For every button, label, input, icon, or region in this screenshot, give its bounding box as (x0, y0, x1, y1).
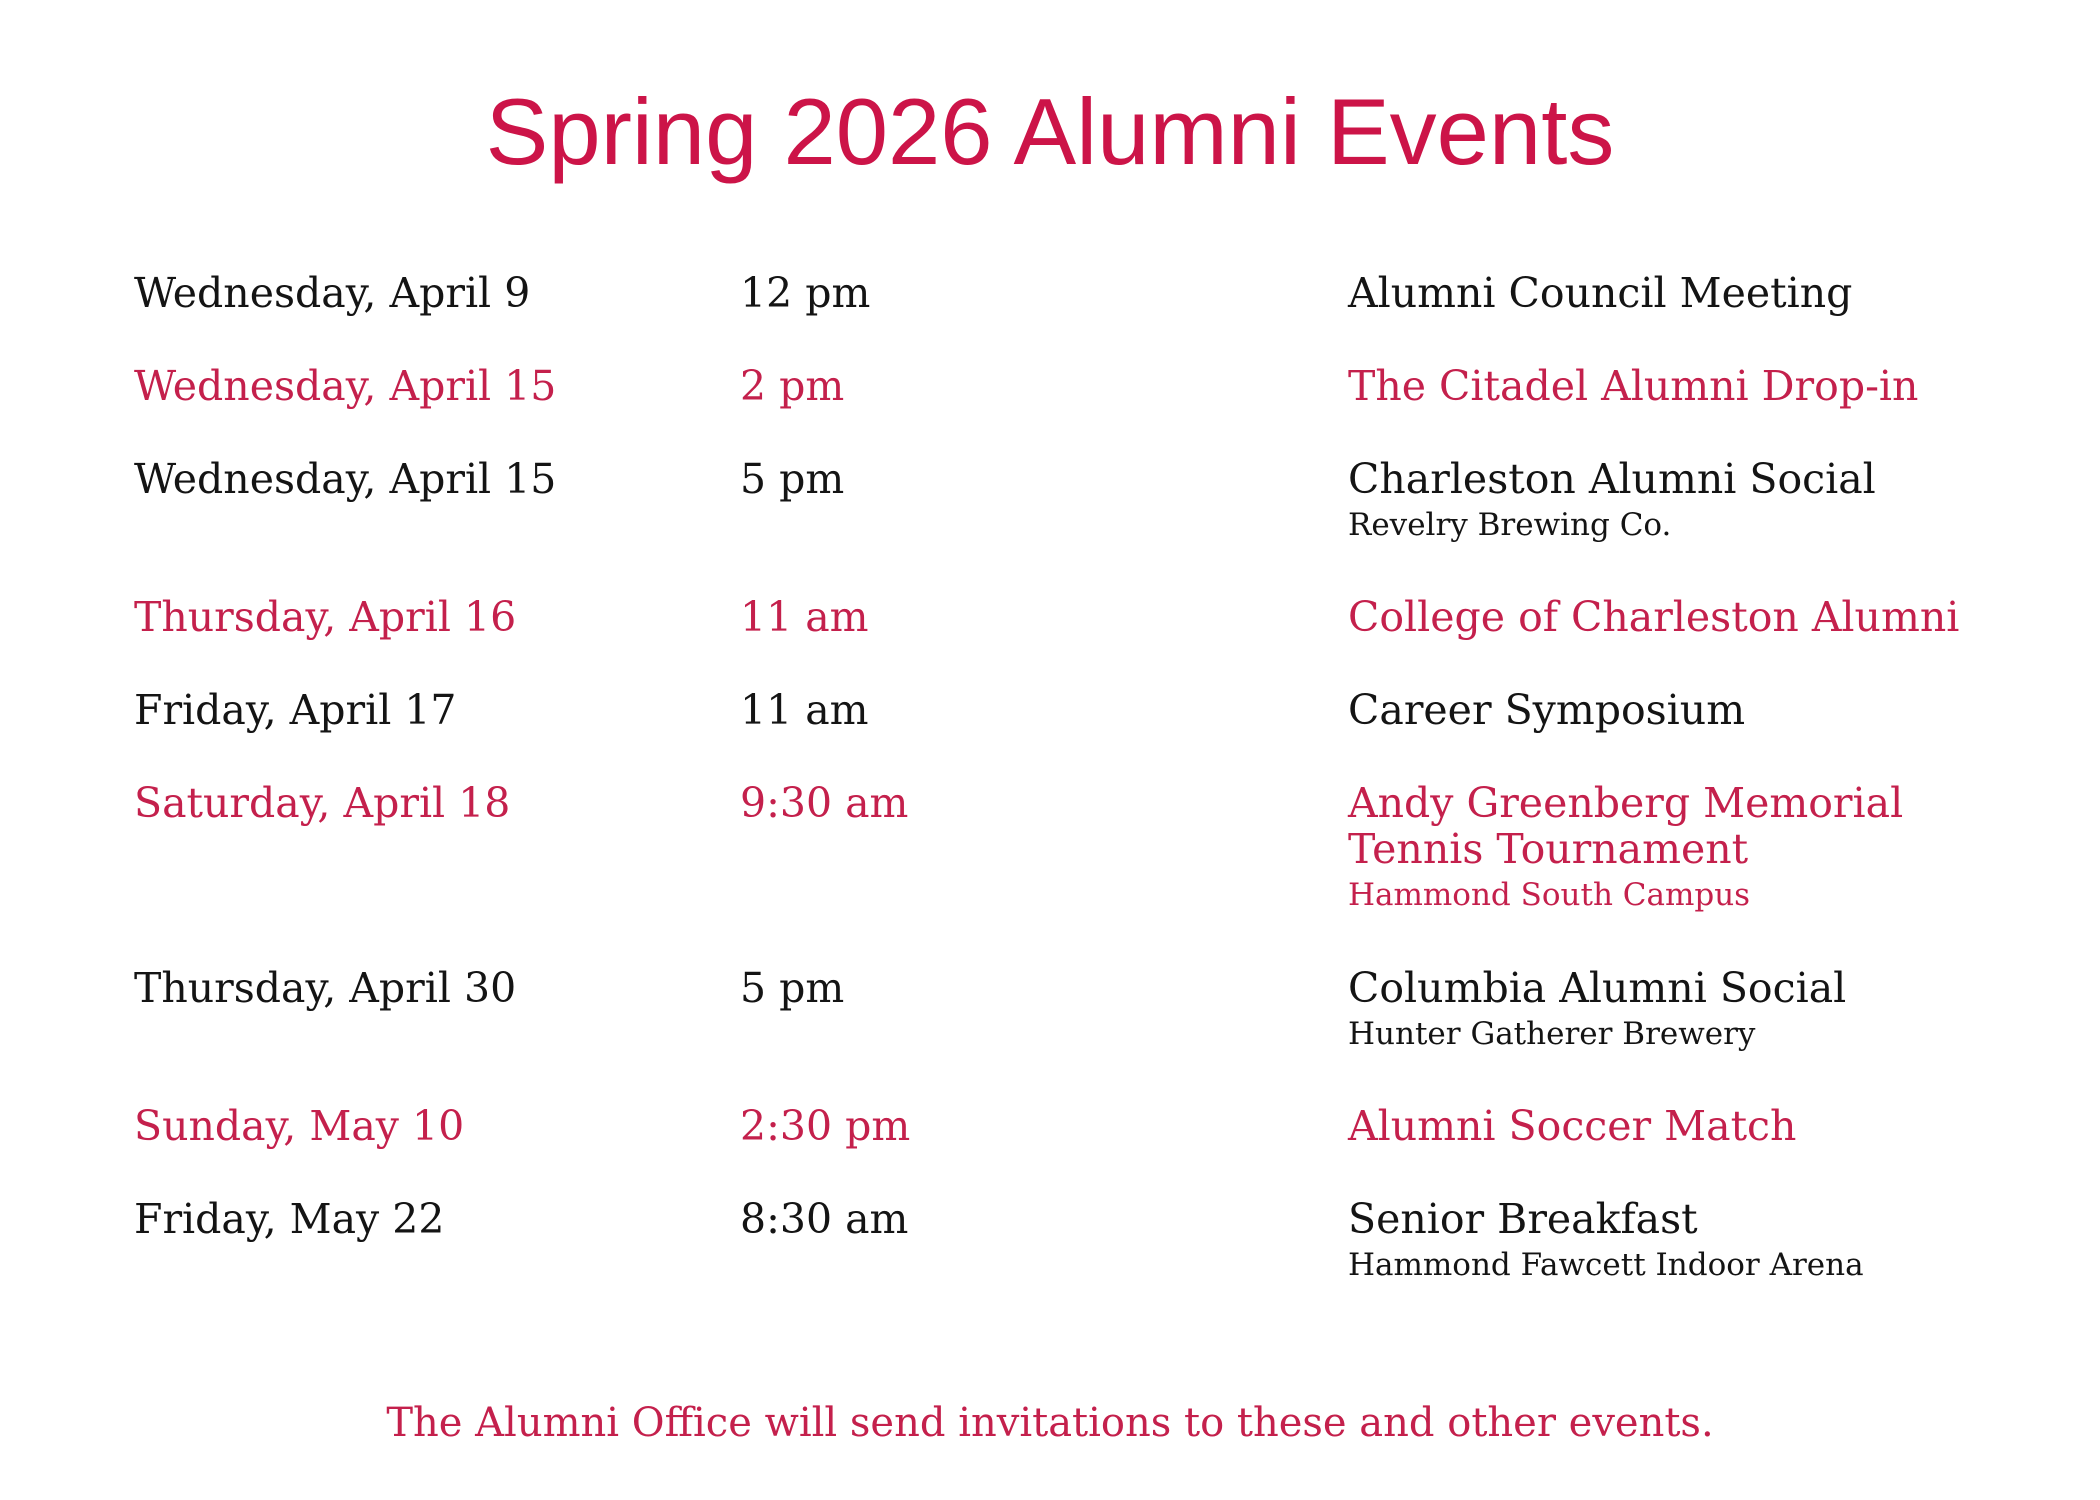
event-row (134, 1103, 2014, 1196)
event-details (1348, 270, 1852, 316)
page-title: Spring 2026 Alumni Events (485, 79, 1615, 184)
event-title: Columbia Alumni Social (1348, 964, 1847, 1012)
event-details (1348, 687, 1745, 733)
event-venue: Hammond South Campus (1348, 877, 1751, 913)
event-date: Friday, May 22 (134, 1195, 445, 1243)
event-title: Career Symposium (1348, 686, 1746, 734)
event-row (134, 363, 2014, 456)
event-date: Sunday, May 10 (134, 1102, 465, 1150)
event-details (1348, 363, 1918, 409)
event-row (134, 780, 2014, 965)
event-venue: Revelry Brewing Co. (1348, 507, 1672, 543)
event-time: 11 am (740, 593, 869, 641)
footer-note: The Alumni Office will send invitations to these and other events. (386, 1400, 1714, 1446)
event-date: Thursday, April 16 (134, 593, 517, 641)
event-details (1348, 965, 1846, 1053)
event-row (134, 1196, 2014, 1334)
event-details (1348, 1103, 1796, 1149)
event-row (134, 270, 2014, 363)
event-date: Wednesday, April 15 (134, 362, 557, 410)
event-title: Andy Greenberg Memorial Tennis Tournament (1348, 779, 1904, 873)
event-date: Thursday, April 30 (134, 964, 517, 1012)
event-date: Wednesday, April 9 (134, 269, 531, 317)
event-date: Saturday, April 18 (134, 779, 511, 827)
event-details (1348, 780, 1903, 914)
event-row (134, 594, 2014, 687)
event-venue: Hunter Gatherer Brewery (1348, 1016, 1756, 1052)
event-details (1348, 456, 1876, 544)
event-details (1348, 594, 1959, 640)
event-time: 5 pm (740, 964, 845, 1012)
event-title: College of Charleston Alumni (1348, 593, 1960, 641)
event-time: 5 pm (740, 455, 845, 503)
event-time: 12 pm (740, 269, 871, 317)
event-row (134, 687, 2014, 780)
event-title: Senior Breakfast (1348, 1195, 1698, 1243)
event-date: Wednesday, April 15 (134, 455, 557, 503)
event-title: The Citadel Alumni Drop-in (1348, 362, 1919, 410)
event-time: 2:30 pm (740, 1102, 911, 1150)
event-time: 8:30 am (740, 1195, 909, 1243)
event-details (1348, 1196, 1864, 1284)
event-date: Friday, April 17 (134, 686, 457, 734)
event-title: Alumni Soccer Match (1348, 1102, 1797, 1150)
event-time: 11 am (740, 686, 869, 734)
event-title: Charleston Alumni Social (1348, 455, 1876, 503)
event-row (134, 965, 2014, 1103)
events-list (134, 270, 2014, 1334)
event-venue: Hammond Fawcett Indoor Arena (1348, 1247, 1864, 1283)
event-title: Alumni Council Meeting (1348, 269, 1853, 317)
event-time: 9:30 am (740, 779, 909, 827)
event-row (134, 456, 2014, 594)
event-time: 2 pm (740, 362, 845, 410)
